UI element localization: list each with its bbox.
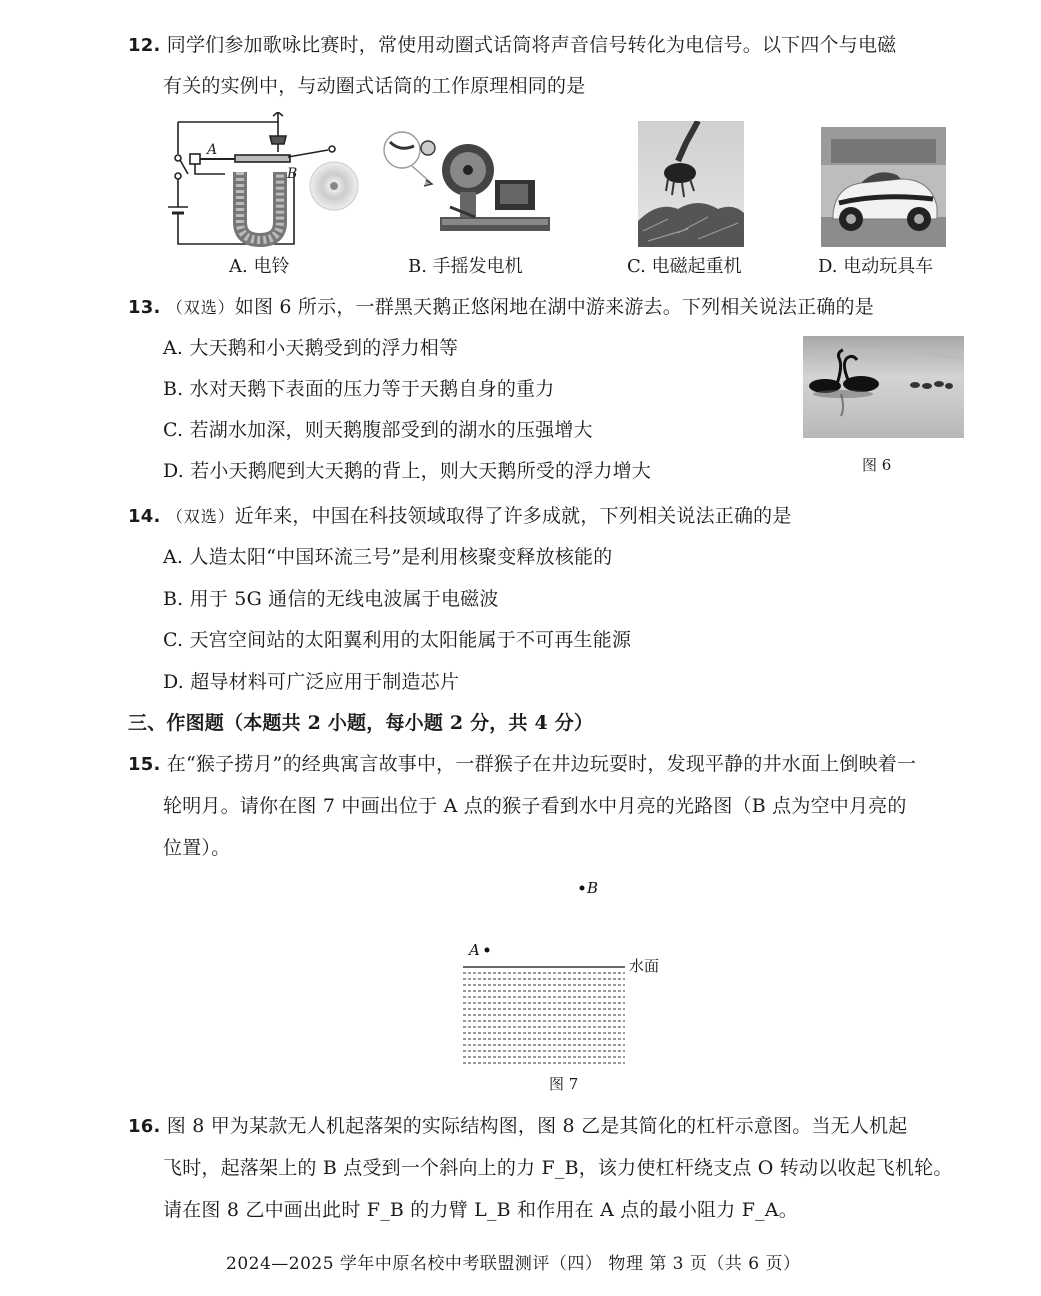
q13-option-c: C. 若湖水加深，则天鹅腹部受到的湖水的压强增大: [163, 419, 593, 441]
q14-stem: 近年来，中国在科技领域取得了许多成就，下列相关说法正确的是: [234, 505, 792, 527]
q12-number: 12.: [128, 35, 161, 56]
water-surface-label: 水面: [629, 957, 660, 975]
q14-option-b: B. 用于 5G 通信的无线电波属于电磁波: [163, 588, 499, 610]
q16-line-1: [128, 1114, 908, 1139]
q12-option-d: D. 电动玩具车: [818, 256, 934, 277]
q13-stem: 如图 6 所示，一群黑天鹅正悠闲地在湖中游来游去。下列相关说法正确的是: [234, 296, 874, 318]
figure-6-caption: 图 6: [862, 456, 892, 474]
q13-number: 13.: [128, 297, 161, 318]
q12-option-b: B. 手摇发电机: [408, 256, 523, 277]
q12-stem-1: 同学们参加歌咏比赛时，常使用动圈式话筒将声音信号转化为电信号。以下四个与电磁: [166, 34, 897, 56]
q15-stem-1: 在“猴子捞月”的经典寓言故事中，一群猴子在井边玩耍时，发现平静的井水面上倒映着一: [166, 753, 917, 775]
q16-number: 16.: [128, 1116, 161, 1137]
q13-option-d: D. 若小天鹅爬到大天鹅的背上，则大天鹅所受的浮力增大: [163, 460, 652, 482]
section-3-title: 三、作图题（本题共 2 小题，每小题 2 分，共 4 分）: [128, 712, 594, 734]
point-a-label: A: [469, 941, 480, 959]
q12-stem-2: 有关的实例中，与动圈式话筒的工作原理相同的是: [163, 75, 586, 97]
q15-number: 15.: [128, 754, 161, 775]
q12-option-a: A. 电铃: [229, 256, 290, 277]
q14-option-d: D. 超导材料可广泛应用于制造芯片: [163, 671, 460, 693]
q13-line-1: [128, 295, 874, 320]
bell-dome-icon: [308, 160, 360, 212]
q14-number: 14.: [128, 506, 161, 527]
q14-option-c: C. 天宫空间站的太阳翼利用的太阳能属于不可再生能源: [163, 629, 632, 651]
q15-line-1: [128, 752, 916, 777]
q14-tag: （双选）: [166, 507, 235, 526]
q13-option-a: A. 大天鹅和小天鹅受到的浮力相等: [163, 337, 459, 359]
q15-stem-3: 位置）。: [163, 837, 231, 859]
point-a-dot: [485, 948, 490, 953]
toy-car-photo: [821, 127, 946, 247]
q16-stem-2: 飞时，起落架上的 B 点受到一个斜向上的力 F_B，该力使杠杆绕支点 O 转动以收起飞机轮。: [163, 1157, 953, 1179]
q16-stem-3: 请在图 8 乙中画出此时 F_B 的力臂 L_B 和作用在 A 点的最小阻力 F_A。: [163, 1199, 798, 1221]
point-b-label: B: [587, 879, 599, 897]
figure-7-caption: 图 7: [549, 1075, 579, 1093]
q16-stem-1: 图 8 甲为某款无人机起落架的实际结构图，图 8 乙是其简化的杠杆示意图。当无人机起: [166, 1115, 908, 1137]
q12-option-c: C. 电磁起重机: [627, 256, 742, 277]
q14-line-1: [128, 504, 792, 529]
q14-option-a: A. 人造太阳“中国环流三号”是利用核聚变释放核能的: [163, 546, 613, 568]
page-footer: 2024—2025 学年中原名校中考联盟测评（四） 物理 第 3 页（共 6 页）: [226, 1254, 801, 1274]
figure-7-diagram: [455, 875, 675, 1075]
water-hatch: [463, 973, 625, 1063]
label-b: B: [287, 166, 298, 182]
label-a: A: [207, 142, 218, 158]
point-b-dot: [580, 886, 585, 891]
electromagnetic-crane-photo: [638, 121, 744, 247]
q13-tag: （双选）: [166, 298, 235, 317]
q13-option-b: B. 水对天鹅下表面的压力等于天鹅自身的重力: [163, 378, 555, 400]
q12-line-1: [128, 33, 896, 58]
black-swans-photo: [803, 336, 964, 438]
q15-stem-2: 轮明月。请你在图 7 中画出位于 A 点的猴子看到水中月亮的光路图（B 点为空中月亮的: [163, 795, 907, 817]
hand-crank-generator-photo: [380, 122, 550, 248]
